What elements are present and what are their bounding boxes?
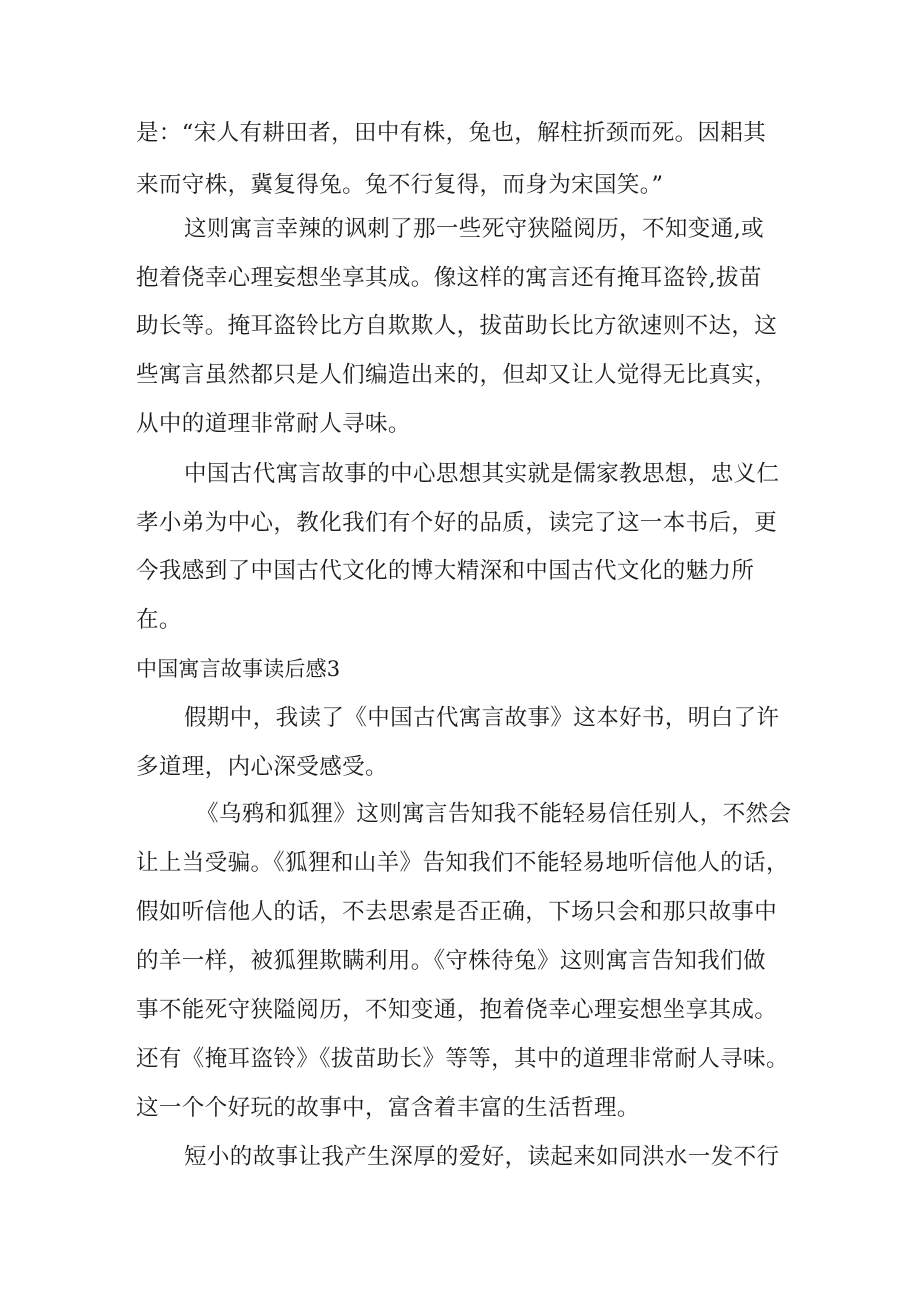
paragraph-2-line-3: 助长等。掩耳盗铃比方自欺欺人，拔苗助长比方欲速则不达，这 [136,313,778,339]
paragraph-3-line-4: 在。 [136,607,182,633]
paragraph-6-line-1: 短小的故事让我产生深厚的爱好，读起来如同洪水一发不行 [184,1144,780,1170]
paragraph-5-line-5: 事不能死守狭隘阅历，不知变通，抱着侥幸心理妄想坐享其成。 [136,997,778,1023]
paragraph-1-line-2: 来而守株，冀复得兔。兔不行复得，而身为宋国笑。” [136,172,664,198]
paragraph-3-line-3: 今我感到了中国古代文化的博大精深和中国古代文化的魅力所 [136,558,755,584]
paragraph-2-line-1: 这则寓言幸辣的讽刺了那一些死守狭隘阅历，不知变通,或 [184,216,765,242]
paragraph-2-line-4: 些寓言虽然都只是人们编造出来的，但却又让人觉得无比真实， [136,362,778,388]
paragraph-2-line-2: 抱着侥幸心理妄想坐享其成。像这样的寓言还有掩耳盗铃,拔苗 [136,265,762,291]
section-heading: 中国寓言故事读后感3 [136,657,341,681]
paragraph-1-line-1: 是：“宋人有耕田者，田中有株，兔也，解柱折颈而死。因耜其 [136,120,767,146]
paragraph-5-line-7: 这一个个好玩的故事中，富含着丰富的生活哲理。 [136,1095,640,1121]
paragraph-4-line-2: 多道理，内心深受感受。 [136,754,388,780]
paragraph-5-line-2: 让上当受骗。《狐狸和山羊》告知我们不能轻易地听信他人的话， [136,850,789,876]
paragraph-5-line-6: 还有《掩耳盗铃》《拔苗助长》等等，其中的道理非常耐人寻味。 [136,1046,789,1072]
paragraph-2-line-5: 从中的道理非常耐人寻味。 [136,411,411,437]
paragraph-4-line-1: 假期中，我读了《中国古代寓言故事》这本好书，明白了许 [184,705,780,731]
paragraph-3-line-2: 孝小弟为中心，教化我们有个好的品质，读完了这一本书后，更 [136,510,778,536]
paragraph-5-line-4: 的羊一样，被狐狸欺瞒利用。《守株待兔》这则寓言告知我们做 [136,948,766,974]
paragraph-5-line-3: 假如听信他人的话，不去思索是否正确，下场只会和那只故事中 [136,899,778,925]
paragraph-5-line-1: 《乌鸦和狐狸》这则寓言告知我不能轻易信任别人，不然会 [196,801,792,827]
paragraph-3-line-1: 中国古代寓言故事的中心思想其实就是儒家教思想，忠义仁 [184,461,780,487]
